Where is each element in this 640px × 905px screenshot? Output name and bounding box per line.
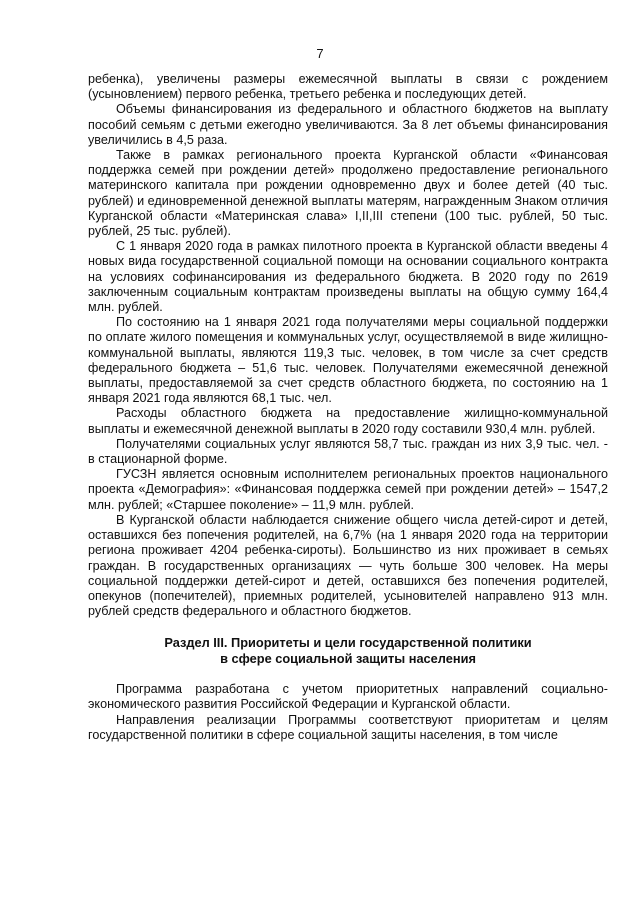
paragraph: Получателями социальных услуг являются 58,7 тыс. граждан из них 3,9 тыс. чел. - в стационарной форме. <box>88 436 608 467</box>
paragraph: С 1 января 2020 года в рамках пилотного проекта в Курганской области введены 4 новых вида государственной социальной помощи на основании социального контракта на условиях софинансирования из федерального бюджета. В 2020 году по 2619 заключенным социальным контрактам произведены выплаты на общую сумму 164,4 млн. рублей. <box>88 239 608 315</box>
section-heading <box>88 635 608 666</box>
section-heading-line-1: Раздел III. Приоритеты и цели государственной политики <box>164 635 532 651</box>
paragraphs-before-heading <box>88 72 608 619</box>
paragraph: ГУСЗН является основным исполнителем региональных проектов национального проекта «Демография»: «Финансовая поддержка семей при рождении детей» – 1547,2 млн. рублей; «Старшее поколение» – 11,9 млн. рублей. <box>88 467 608 512</box>
paragraph: ребенка), увеличены размеры ежемесячной выплаты в связи с рождением (усыновлением) первого ребенка, третьего ребенка и последующих детей. <box>88 72 608 102</box>
paragraphs-after-heading <box>88 682 608 743</box>
paragraph: Программа разработана с учетом приоритетных направлений социально-экономического развития Российской Федерации и Курганской области. <box>88 682 608 712</box>
paragraph: Направления реализации Программы соответствуют приоритетам и целям государственной политики в сфере социальной защиты населения, в том числе <box>88 712 608 742</box>
paragraph: Расходы областного бюджета на предоставление жилищно-коммунальной выплаты и ежемесячной денежной выплаты в 2020 году составили 930,4 млн. рублей. <box>88 406 608 436</box>
paragraph: В Курганской области наблюдается снижение общего числа детей-сирот и детей, оставшихся без попечения родителей, на 6,7% (на 1 января 2020 года на территории региона проживает 4204 ребенка-сироты). Большинство из них проживает в семьях граждан. В государственных организациях — чуть больше 300 человек. На меры социальной поддержки детей-сирот и детей, оставшихся без попечения родителей, опекунов (попечителей), приемных родителей, усыновителей направлено 913 млн. рублей средств федерального и областного бюджетов. <box>88 512 608 619</box>
paragraph: Объемы финансирования из федерального и областного бюджетов на выплату пособий семьям с детьми ежегодно увеличиваются. За 8 лет объемы финансирования увеличились в 4,5 раза. <box>88 102 608 147</box>
paragraph: По состоянию на 1 января 2021 года получателями меры социальной поддержки по оплате жилого помещения и коммунальных услуг, осуществляемой в виде жилищно-коммунальной выплаты, являются 119,3 тыс. человек, в том числе за счет средств федерального бюджета – 51,6 тыс. человек. Получателями ежемесячной денежной выплаты, предоставляемой за счет средств областного бюджета, по состоянию на 1 января 2021 года являются 68,1 тыс. чел. <box>88 315 608 406</box>
page-number: 7 <box>316 46 324 61</box>
section-heading-line-2: в сфере социальной защиты населения <box>220 650 476 666</box>
paragraph: Также в рамках регионального проекта Курганской области «Финансовая поддержка семей при рождении детей» продолжено предоставление регионального материнского капитала при рождении одновременно двух и более детей (40 тыс. рублей) и единовременной денежной выплаты матерям, награжденным Знаком отличия Курганской области «Материнская слава» I,II,III степени (100 тыс. рублей, 50 тыс. рублей, 25 тыс. рублей). <box>88 148 608 239</box>
document-body <box>88 72 608 743</box>
